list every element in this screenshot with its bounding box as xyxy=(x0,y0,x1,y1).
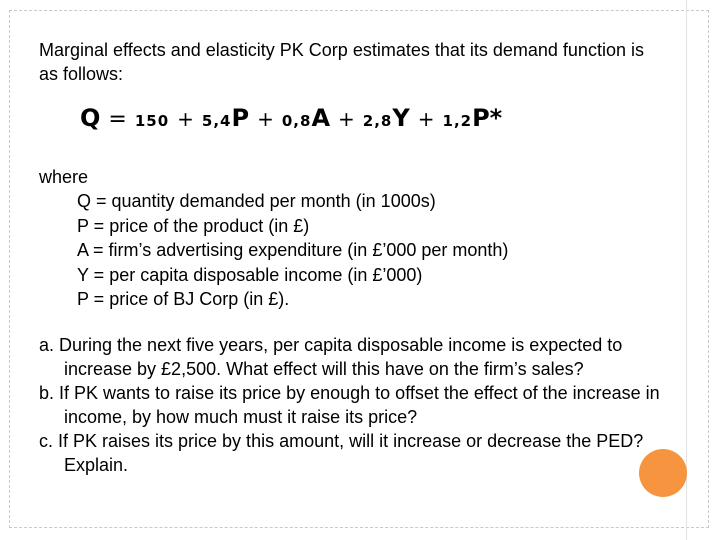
eq-plus: + xyxy=(257,107,274,131)
accent-circle xyxy=(639,449,687,497)
question-item: a. During the next five years, per capita disposable income is expected to increase by £2,500. What effect will this have on the firm’s sales? xyxy=(39,335,623,379)
eq-term-income xyxy=(363,104,410,132)
definition-item: Y = per capita disposable income (in £’000) xyxy=(77,264,423,285)
question-list xyxy=(39,333,664,477)
eq-plus: + xyxy=(338,107,355,131)
eq-plus: + xyxy=(417,107,435,131)
definition-item: P = price of the product (in £) xyxy=(77,215,310,236)
intro-text: Marginal effects and elasticity PK Corp estimates that its demand function is as follows: xyxy=(39,40,644,84)
demand-equation xyxy=(80,104,640,144)
definition-item: P = price of BJ Corp (in £). xyxy=(77,289,290,309)
question-item: c. If PK raises its price by this amount, will it increase or decrease the PED? Explain. xyxy=(39,431,644,475)
eq-term-competitor-price xyxy=(443,104,503,132)
definition-item: Q = quantity demanded per month (in 1000s) xyxy=(77,191,436,211)
slide-edge-line xyxy=(686,0,687,540)
variable-definitions xyxy=(77,189,508,312)
eq-var-price: P xyxy=(231,104,250,132)
eq-var-competitor-price: P* xyxy=(472,104,503,132)
eq-lhs: Q xyxy=(80,104,101,132)
eq-constant: 150 xyxy=(134,112,170,130)
eq-plus: + xyxy=(177,107,194,131)
eq-coef-competitor-price: 1,2 xyxy=(442,112,473,130)
eq-var-advertising: A xyxy=(311,104,331,132)
eq-coef-price: 5,4 xyxy=(201,112,232,130)
definition-item: A = firm’s advertising expenditure (in £’000 per month) xyxy=(77,240,509,260)
question-item: b. If PK wants to raise its price by enough to offset the effect of the increase in income, by how much must it raise its price? xyxy=(39,383,660,427)
eq-term-advertising xyxy=(282,104,330,132)
eq-equals: = xyxy=(108,107,127,132)
eq-term-price xyxy=(202,104,249,132)
eq-coef-income: 2,8 xyxy=(362,112,393,130)
eq-coef-advertising: 0,8 xyxy=(281,112,312,130)
eq-var-income: Y xyxy=(392,104,410,132)
where-label: where xyxy=(39,167,89,187)
